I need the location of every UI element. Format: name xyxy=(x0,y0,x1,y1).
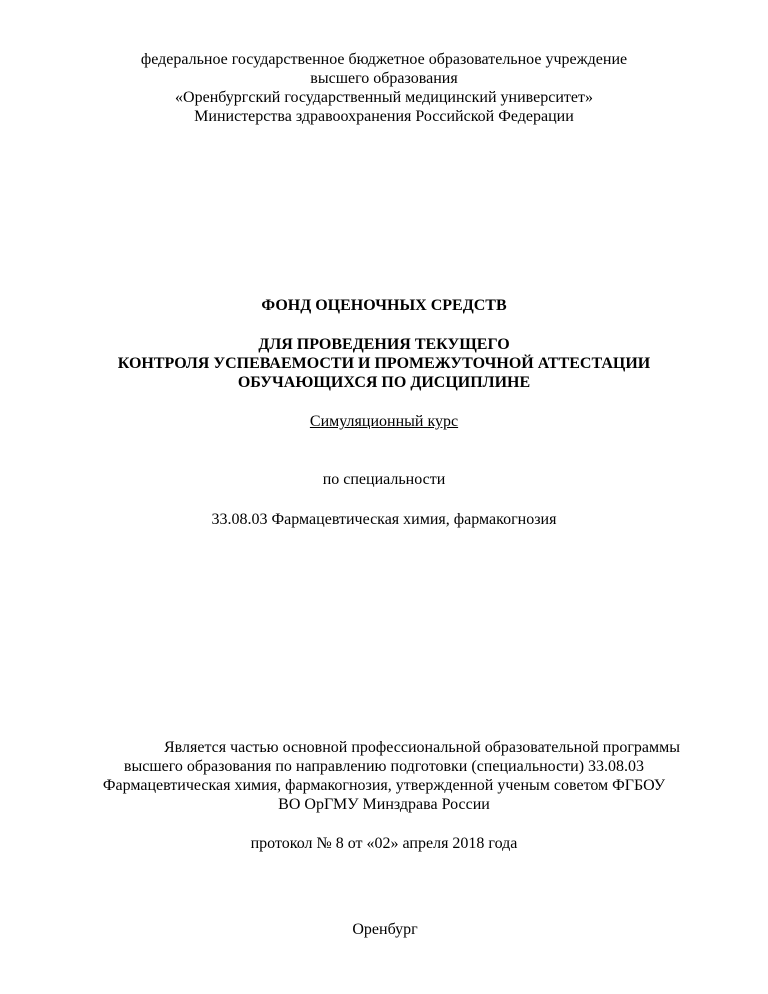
header-line-2: высшего образования xyxy=(310,70,458,87)
title-main: ФОНД ОЦЕНОЧНЫХ СРЕДСТВ xyxy=(261,297,507,314)
specialty-value: 33.08.03 Фармацевтическая химия, фармакогнозия xyxy=(211,511,557,528)
protocol-line: протокол № 8 от «02» апреля 2018 года xyxy=(250,835,518,852)
program-line-3: Фармацевтическая химия, фармакогнозия, утвержденной ученым советом ФГБОУ xyxy=(102,777,666,794)
program-line-4: ВО ОрГМУ Минздрава России xyxy=(278,796,490,813)
specialty-label: по специальности xyxy=(322,471,446,488)
header-line-4: Министерства здравоохранения Российской Федерации xyxy=(194,108,574,125)
title-sub-3: ОБУЧАЮЩИХСЯ ПО ДИСЦИПЛИНЕ xyxy=(237,374,531,391)
discipline-wrapper xyxy=(0,413,768,431)
title-sub-2: КОНТРОЛЯ УСПЕВАЕМОСТИ И ПРОМЕЖУТОЧНОЙ АТТЕСТАЦИИ xyxy=(117,355,651,372)
header-line-1: федеральное государственное бюджетное образовательное учреждение xyxy=(140,51,628,68)
program-line-1: Является частью основной профессиональной образовательной программы xyxy=(164,739,680,756)
header-line-3: «Оренбургский государственный медицинский университет» xyxy=(175,89,593,106)
discipline-name: Симуляционный курс xyxy=(309,413,459,430)
city-name: Оренбург xyxy=(352,921,418,938)
title-sub-1: ДЛЯ ПРОВЕДЕНИЯ ТЕКУЩЕГО xyxy=(258,336,510,353)
program-line-2: высшего образования по направлению подготовки (специальности) 33.08.03 xyxy=(123,758,645,775)
